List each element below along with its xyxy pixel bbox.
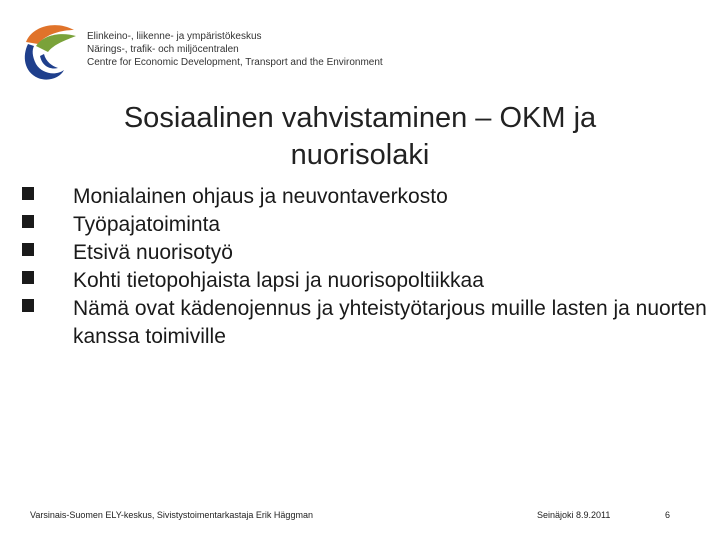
org-line-swedish: Närings-, trafik- och miljöcentralen <box>87 44 239 55</box>
square-bullet-icon <box>22 187 34 200</box>
org-line-english: Centre for Economic Development, Transport and the Environment <box>87 57 383 68</box>
slide-title <box>60 100 660 174</box>
bullet-item <box>18 239 708 267</box>
square-bullet-icon <box>22 271 34 284</box>
organization-name <box>87 30 383 69</box>
slide-title-line-2: nuorisolaki <box>290 139 430 171</box>
footer-author: Varsinais-Suomen ELY-keskus, Sivistystoimentarkastaja Erik Häggman <box>30 510 313 520</box>
square-bullet-icon <box>22 215 34 228</box>
footer-date: Seinäjoki 8.9.2011 <box>537 510 611 520</box>
slide-title-line-1: Sosiaalinen vahvistaminen – OKM ja <box>123 102 597 134</box>
bullet-item <box>18 295 708 351</box>
square-bullet-icon <box>22 243 34 256</box>
bullet-text: Kohti tietopohjaista lapsi ja nuorisopoltiikkaa <box>73 269 484 292</box>
bullet-item <box>18 183 708 211</box>
bullet-text: Monialainen ohjaus ja neuvontaverkosto <box>73 185 448 208</box>
square-bullet-icon <box>22 299 34 312</box>
page-number: 6 <box>665 510 671 520</box>
bullet-text: Työpajatoiminta <box>73 213 221 236</box>
org-line-finnish: Elinkeino-, liikenne- ja ympäristökeskus <box>87 31 262 42</box>
ely-logo-icon <box>22 22 78 82</box>
logo-blue-inner <box>40 54 58 69</box>
bullet-text: Etsivä nuorisotyö <box>73 241 233 264</box>
bullet-item <box>18 211 708 239</box>
bullet-list <box>18 183 708 351</box>
bullet-text: Nämä ovat kädenojennus ja yhteistyötarjous muille lasten ja nuorten kanssa toimiville <box>73 297 707 348</box>
bullet-item <box>18 267 708 295</box>
